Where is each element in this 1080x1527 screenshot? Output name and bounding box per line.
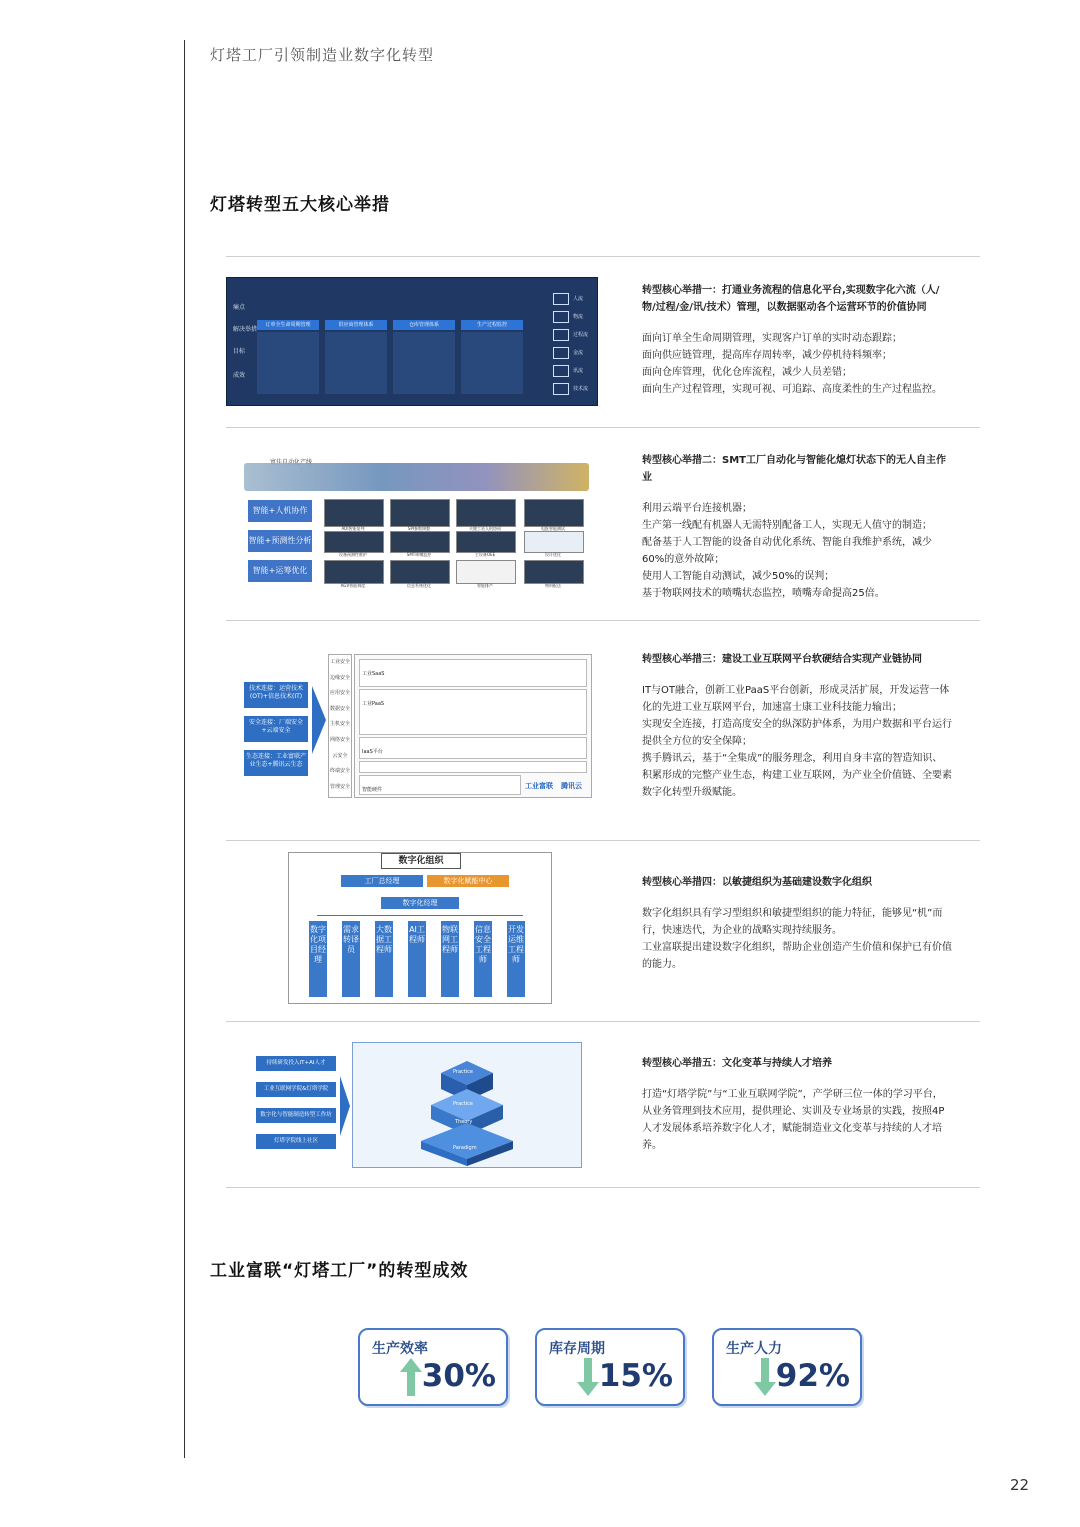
fig2-shot-label: 物料配送: [545, 583, 561, 588]
arrow-down-icon: [754, 1358, 776, 1396]
metric-value: 30%: [421, 1358, 496, 1394]
fig1-icon-label: 技术流: [573, 386, 589, 392]
measure-heading: 转型核心举措二：SMT工厂自动化与智能化熄灯状态下的无人自主作业: [642, 455, 946, 483]
screenshot-thumbnail: [524, 531, 584, 553]
measure-5: [642, 1055, 952, 1154]
arrow-right-icon: [312, 686, 326, 754]
production-line-image: [244, 463, 589, 491]
fig3-side-item: 工业安全: [329, 659, 350, 665]
fig1-column-title: 生产过程监控: [461, 320, 523, 330]
org-chart-title: 数字化组织: [381, 853, 461, 869]
screenshot-thumbnail: [456, 560, 516, 584]
money-icon: [553, 347, 569, 359]
org-role: 信息安全工程师: [474, 921, 492, 997]
fig3-side-item: 主机安全: [329, 721, 350, 728]
metric-card: [358, 1328, 508, 1406]
org-node-center: 数字化赋能中心: [427, 875, 509, 887]
screenshot-thumbnail: [456, 499, 516, 527]
fig3-layer: [359, 775, 521, 795]
fig5-tag: 灯塔学院线上社区: [256, 1134, 336, 1149]
metric-label: 生产效率: [372, 1341, 428, 1357]
divider: [226, 427, 980, 428]
screenshot-thumbnail: [524, 560, 584, 584]
measure-body: 利用云端平台连接机器； 生产第一线配有机器人无需特别配备工人，实现无人值守的制造； 配备基于人工智能的设备自动优化系统、智能自我维护系统，减少60%的意外故障； 使用人工智能自动测试，减少50%的误判； 基于物联网技术的喷嘴状态监控，喷嘴寿命提高25倍。: [642, 503, 932, 599]
truck-icon: [553, 311, 569, 323]
fig3-side-item: 管理安全: [329, 783, 350, 790]
foxconn-logo: 工业富联: [525, 782, 553, 790]
margin-rule: [184, 40, 185, 1458]
fig2-shot-label: SPI参数调整: [407, 526, 431, 531]
metric-value: 15%: [598, 1358, 673, 1394]
fig1-row-label: 成效: [233, 372, 246, 379]
measure-3: [642, 651, 952, 801]
fig3-side-item: 终端安全: [329, 768, 350, 775]
fig5-layer-label: Practice: [453, 1069, 473, 1075]
metric-label: 库存周期: [549, 1341, 605, 1357]
fig3-layer-label: 工业PaaS: [362, 701, 385, 707]
fig5-tag: 持续研发投入IT+AI人才: [256, 1056, 336, 1071]
fig3-side-item: 数据安全: [329, 705, 350, 712]
fig5-tag: 工业互联网学院&灯塔学院: [256, 1082, 336, 1097]
screenshot-thumbnail: [390, 531, 450, 553]
screenshot-thumbnail: [324, 531, 384, 553]
fig2-shot-label: 信息系统优化: [407, 583, 431, 588]
fig1-row-label: 解决举措: [233, 326, 258, 333]
measure-heading: 转型核心举措五：文化变革与持续人才培养: [642, 1058, 832, 1069]
fig3-security-column: [328, 654, 352, 798]
metric-label: 生产人力: [726, 1341, 782, 1357]
fig5-layer-label: Practice: [453, 1101, 473, 1107]
screenshot-thumbnail: [524, 499, 584, 527]
process-icon: [553, 329, 569, 341]
page-number: 22: [1010, 1476, 1030, 1494]
fig2-tag: 智能+人机协作: [248, 500, 312, 522]
fig2-shot-label: 电批智能测试: [541, 526, 565, 531]
fig2-shot-label: SMT喷嘴监控: [406, 552, 432, 557]
fig2-shot-label: AOI智能复判: [341, 526, 365, 531]
screenshot-thumbnail: [390, 499, 450, 527]
fig1-icon-label: 过程流: [573, 332, 589, 338]
fig3-side-item: 应用安全: [329, 690, 350, 697]
metric-card: [535, 1328, 685, 1406]
running-head: 灯塔工厂引领制造业数字化转型: [210, 46, 435, 64]
fig2-shot-label: 主设备OEE: [474, 552, 496, 557]
divider: [226, 1187, 980, 1188]
figure-industrial-internet-platform: [226, 646, 596, 800]
fig1-icon-label: 讯流: [573, 368, 584, 374]
fig1-column: [461, 288, 523, 400]
org-node-manager: 工厂总经理: [341, 875, 423, 887]
fig1-column: [325, 288, 387, 400]
fig3-side-item: 边缘安全: [329, 674, 350, 681]
arrow-up-icon: [400, 1358, 422, 1396]
divider: [226, 256, 980, 257]
fig2-shot-label: 设计优化: [545, 552, 561, 557]
measure-body: IT与OT融合，创新工业PaaS平台创新，形成灵活扩展，开发运营一体化的先进工业互联网平台，加速富士康工业科技能力输出； 实现安全连接，打造高度安全的纵深防护体系，为用户数据和平台运行提供全方位的安全保障； 携手腾讯云，基于“全集成”的服务理念，利用自身丰富的智造知识、积累形成的完整产业生态，构建工业互联网，为产业全价值链、全要素数字化转型升级赋能。: [642, 685, 952, 798]
fig1-row-label: 痛点: [233, 304, 246, 311]
org-role: AI工程师: [408, 921, 426, 997]
fig2-shot-label: 关键工站人机协同: [469, 526, 501, 531]
people-icon: [553, 293, 569, 305]
fig3-tag: 技术连接：运营技术(OT)+信息技术(IT): [244, 682, 308, 708]
measure-body: 数字化组织具有学习型组织和敏捷型组织的能力特征，能够见“机”而行，快速迭代，为企业的战略实现持续服务。 工业富联提出建设数字化组织，帮助企业创造产生价值和保护已有价值的能力。: [642, 908, 952, 970]
divider: [226, 840, 980, 841]
tech-icon: [553, 383, 569, 395]
fig3-layer-label: 工业SaaS: [362, 671, 385, 677]
org-role: 物联网工程师: [441, 921, 459, 997]
fig1-column: [393, 288, 455, 400]
measure-1: [642, 282, 952, 398]
metric-value: 92%: [775, 1358, 850, 1394]
screenshot-thumbnail: [390, 560, 450, 584]
measure-heading: 转型核心举措三：建设工业互联网平台软硬结合实现产业链协同: [642, 654, 922, 665]
section-title-results: 工业富联“灯塔工厂”的转型成效: [210, 1261, 469, 1281]
fig1-column-title: 仓库管理体系: [393, 320, 455, 330]
fig3-platform-grid: [354, 654, 592, 798]
fig3-layer: [359, 761, 587, 773]
fig1-icon-label: 人流: [573, 296, 584, 302]
measure-heading: 转型核心举措一：打通业务流程的信息化平台,实现数字化六流（人/物/过程/金/讯/技术）管理，以数据驱动各个运营环节的价值协同: [642, 285, 940, 313]
fig1-icon-label: 金流: [573, 350, 584, 356]
fig2-tag: 智能+预测性分析: [248, 530, 312, 552]
fig3-layer: [359, 659, 587, 687]
tencent-cloud-logo: 腾讯云: [561, 782, 582, 790]
measure-body: 打造“灯塔学院”与“工业互联网学院”，产学研三位一体的学习平台，从业务管理到技术应用，提供理论、实训及专业场景的实践，按照4P人才发展体系培养数字化人才，赋能制造业文化变革与持续的人才培养。: [642, 1089, 945, 1151]
fig3-layer-label: 智能硬件: [362, 787, 383, 793]
fig1-column: [257, 288, 319, 400]
fig2-shot-label: AGV智能调度: [340, 583, 366, 588]
fig1-column-title: 供应商管理体系: [325, 320, 387, 330]
fig3-layer: [359, 737, 587, 759]
fig5-layer-label: Theory: [455, 1119, 473, 1125]
org-role: 数字化项目经理: [309, 921, 327, 997]
org-role: 开发运维工程师: [507, 921, 525, 997]
figure-smt-factory: [226, 455, 596, 590]
fig3-tag: 安全连接：厂端安全+云端安全: [244, 716, 308, 742]
fig2-tag: 智能+运筹优化: [248, 560, 312, 582]
divider: [226, 620, 980, 621]
figure-talent-training: [226, 1042, 596, 1168]
figure-six-flows: [226, 277, 598, 406]
fig3-tag: 生态连接：工业富联产业生态+腾讯云生态: [244, 750, 308, 776]
fig1-row-label: 目标: [233, 348, 246, 355]
fig5-layer-label: Paradigm: [453, 1145, 477, 1151]
measure-body: 面向订单全生命周期管理，实现客户订单的实时动态跟踪； 面向供应链管理，提高库存周转率，减少停机待料频率； 面向仓库管理，优化仓库流程，减少人员差错； 面向生产过程管理，实现可视、可追踪、高度柔性的生产过程监控。: [642, 333, 942, 395]
screenshot-thumbnail: [324, 560, 384, 584]
measure-heading: 转型核心举措四：以敏捷组织为基础建设数字化组织: [642, 877, 872, 888]
org-role: 需求转译员: [342, 921, 360, 997]
arrow-right-icon: [340, 1076, 350, 1136]
screenshot-thumbnail: [456, 531, 516, 553]
divider: [226, 1021, 980, 1022]
fig5-tag: 数字化与智能制造转型工作坊: [256, 1108, 336, 1123]
fig2-shot-label: 智能排产: [477, 583, 493, 588]
fig1-icon-label: 物流: [573, 314, 584, 320]
fig2-shot-label: 设备预测性维护: [339, 552, 367, 557]
fig3-side-item: 云安全: [332, 752, 348, 759]
measure-4: [642, 874, 952, 973]
arrow-down-icon: [577, 1358, 599, 1396]
org-connector: [317, 915, 523, 916]
info-icon: [553, 365, 569, 377]
fig5-pyramid-panel: [352, 1042, 582, 1168]
fig3-layer: [359, 689, 587, 735]
org-node-lead: 数字化经理: [381, 897, 459, 909]
section-title-measures: 灯塔转型五大核心举措: [210, 195, 390, 215]
fig3-side-item: 网络安全: [329, 736, 350, 743]
org-role: 大数据工程师: [375, 921, 393, 997]
measure-2: [642, 452, 952, 602]
screenshot-thumbnail: [324, 499, 384, 527]
fig1-column-title: 订单全生命周期管理: [257, 320, 319, 330]
fig3-layer-label: IaaS平台: [362, 749, 383, 755]
figure-digital-organization: [288, 852, 552, 1004]
metric-card: [712, 1328, 862, 1406]
